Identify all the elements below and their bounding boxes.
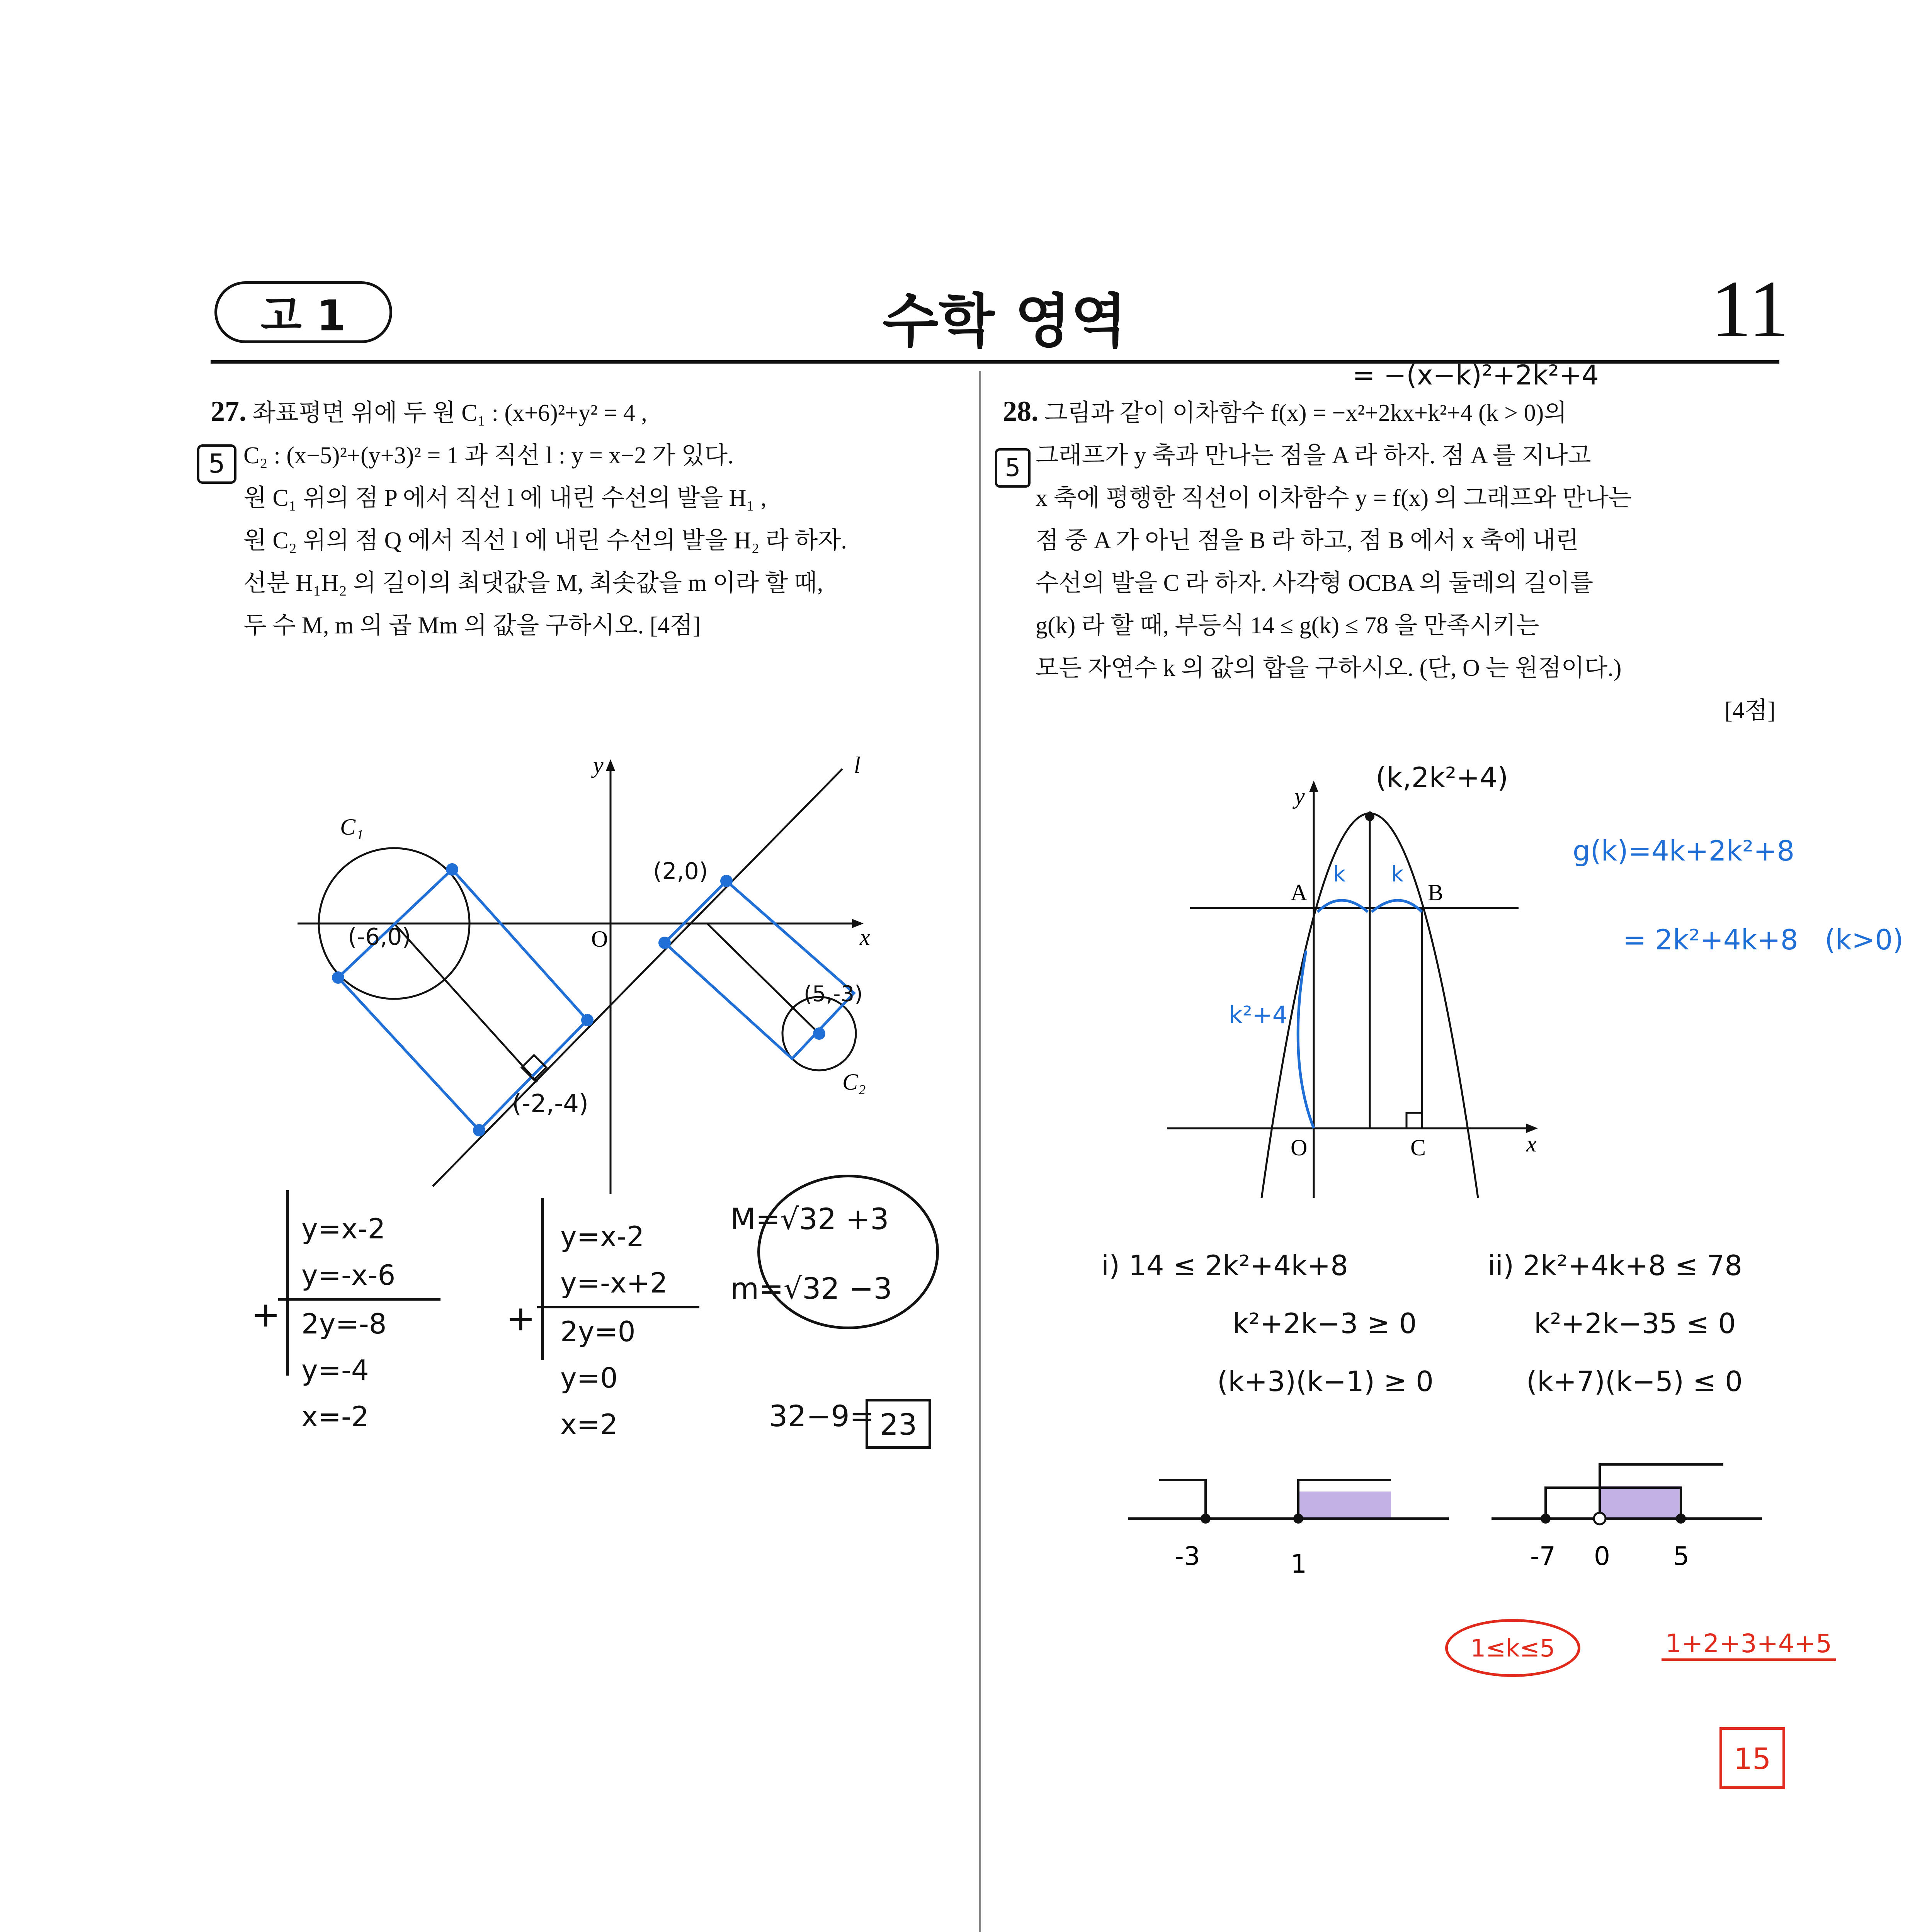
q28-vertex-form: = −(x−k)²+2k²+4: [1352, 359, 1599, 391]
exam-page: 고 1 수학 영역 11 27. 좌표평면 위에 두 원 C₁ : (x+6)²+y² = 4 , C₂ : (x−5)²+(y+3)² = 1 과 직선 l : y = x−2 가 있다. 원 C₁ 위의 점 P 에서 직선 l 에 내린 수선의 발을 H₁ , 원 C₂ 위의 점 Q 에서 직선 l 에 내린 수선의 발을 H₂ 라 하자. 선분 H₁H₂ 의 길이의 최댓값을 M, 최솟값을 m 이라 할 때, 두 수 M, m 의 곱 Mm 의 값을 구하시오. [4점] 28. 그림과 같이 이차함수 f(x) = −x²+2kx+k²+4 (k > 0)의 그래프가 y 축과 만나는 점을 A 라 하자. 점 A 를 지나고 x 축에 평행한 직선이 이차함수 y = f(x) 의 그래프와 만나는 점 중 A 가 아닌 점을 B 라 하고, 점 B 에서 x 축에 내린 수선의 발을 C 라 하자. 사각형 OCBA 의 둘레의 길이를 g(k) 라 할 때, 부등식 14 ≤ g(k) ≤ 78 을 만족시키는 모든 자연수 k 의 값의 합을 구하시오. (단, O 는 원점이다.) [4점] y x O l C₁ C₂ 5 (-6,0) (5,-3) (2,0) (-2,-4) y=x-2 y=-x-6 2y=-8 y=-4 x=-2 + y=x-2 y=-x+2 2y=0 y=0 x=2 + M=√32 +3 m=√32 −3 32−9= 23 y x O A B C 5 = −(x−k)²+2k²+4 (k,2k²+4) k k k²+4 g(k)=4k+2k²+8 = 2k²+4k+8 (k>0) i) 14 ≤ 2k²+4k+8 k²+2k−3 ≥ 0 (k+3)(k−1) ≥ 0 ii) 2k²+4k+8 ≤ 78 k²+2k−35 ≤ 0 (k+7)(k−5) ≤ 0 -3 1 -7 0 5 1≤k≤5 1+2+3+4+5 15: [0, 0, 1932, 1932]
nl2-tick-0: 0: [1594, 1541, 1610, 1571]
q27-line-4: 원 C₂ 위의 점 Q 에서 직선 l 에 내린 수선의 발을 H₂ 라 하자.: [243, 527, 847, 554]
q27-line-6: 두 수 M, m 의 곱 Mm 의 값을 구하시오. [4점]: [243, 612, 701, 639]
q27-c2-label: C₂: [842, 1069, 866, 1095]
q27-line-2: C₂ : (x−5)²+(y+3)² = 1 과 직선 l : y = x−2 가 있다.: [243, 442, 734, 469]
subject-title: 수학 영역: [883, 288, 1127, 355]
q28-line-5: 수선의 발을 C 라 하자. 사각형 OCBA 의 둘레의 길이를: [1036, 570, 1594, 596]
q28-choice-mark: 5: [995, 448, 1031, 488]
q27-c1-label: C₁: [340, 814, 364, 840]
q28-y-label: y: [1294, 783, 1305, 809]
q28-k2-note: k: [1391, 862, 1404, 887]
q28-range: 1≤k≤5: [1445, 1619, 1580, 1677]
q27-line-1: 27. 좌표평면 위에 두 원 C₁ : (x+6)²+y² = 4 ,: [211, 396, 647, 427]
q28-vertex-note: (k,2k²+4): [1376, 761, 1509, 794]
q28-height-note: k²+4: [1229, 1001, 1288, 1029]
q28-case-1: i) 14 ≤ 2k²+4k+8 k²+2k−3 ≥ 0 (k+3)(k−1) ≥ 0: [1101, 1249, 1434, 1398]
nl2-tick-5: 5: [1673, 1541, 1689, 1571]
q28-origin-label: O: [1291, 1135, 1308, 1160]
q27-system-2: y=x-2 y=-x+2 2y=0 y=0 x=2: [560, 1213, 699, 1447]
q28-number: 28.: [1003, 396, 1039, 427]
q27-m-expr: m=√32 −3: [730, 1271, 893, 1306]
grade-badge: 고 1: [214, 281, 392, 343]
q27-y-label: y: [593, 752, 604, 778]
q28-answer-box: 15: [1719, 1727, 1785, 1789]
q27-point-a-note: (2,0): [653, 858, 708, 885]
q27-choice-mark: 5: [197, 444, 236, 484]
q27-line-label: l: [854, 752, 861, 778]
q27-x-label: x: [860, 924, 870, 950]
q27-answer-box: 23: [866, 1399, 931, 1449]
q28-b-label: B: [1428, 880, 1444, 905]
q28-sum: 1+2+3+4+5: [1662, 1629, 1836, 1661]
q27-line-5: 선분 H₁H₂ 의 길이의 최댓값을 M, 최솟값을 m 이라 할 때,: [243, 570, 823, 596]
nl1-tick-1: 1: [1291, 1549, 1307, 1579]
q28-line-3: x 축에 평행한 직선이 이차함수 y = f(x) 의 그래프와 만나는: [1036, 485, 1632, 511]
q27-center2-note: (5,-3): [804, 981, 863, 1007]
q28-line-1: 28. 그림과 같이 이차함수 f(x) = −x²+2kx+k²+4 (k > 0)의: [1003, 396, 1567, 427]
q28-c-label: C: [1410, 1135, 1426, 1160]
q28-a-label: A: [1291, 880, 1308, 905]
q28-g-definition: g(k)=4k+2k²+8: [1573, 835, 1795, 867]
q27-center1-note: (-6,0): [348, 923, 411, 951]
q27-M-expr: M=√32 +3: [730, 1202, 889, 1236]
q28-line-7: 모든 자연수 k 의 값의 합을 구하시오. (단, O 는 원점이다.): [1036, 655, 1622, 681]
q27-product: 32−9=: [769, 1399, 874, 1433]
q28-k1-note: k: [1333, 862, 1346, 887]
nl1-tick-neg3: -3: [1175, 1541, 1200, 1571]
page-number: 11: [1711, 264, 1789, 354]
q27-line-3: 원 C₁ 위의 점 P 에서 직선 l 에 내린 수선의 발을 H₁ ,: [243, 485, 767, 511]
q28-line-6: g(k) 라 할 때, 부등식 14 ≤ g(k) ≤ 78 을 만족시키는: [1036, 612, 1539, 639]
nl2-tick-neg7: -7: [1530, 1541, 1556, 1571]
q28-case-2: ii) 2k²+4k+8 ≤ 78 k²+2k−35 ≤ 0 (k+7)(k−5) ≤ 0: [1488, 1249, 1743, 1398]
q28-points: [4점]: [1724, 697, 1776, 724]
q27-origin-label: O: [591, 926, 608, 952]
q27-point-b-note: (-2,-4): [512, 1090, 588, 1118]
q28-line-4: 점 중 A 가 아닌 점을 B 라 하고, 점 B 에서 x 축에 내린: [1036, 527, 1579, 554]
q27-system-1: y=x-2 y=-x-6 2y=-8 y=-4 x=-2: [301, 1206, 440, 1440]
q27-number: 27.: [211, 396, 247, 427]
q28-line-2: 그래프가 y 축과 만나는 점을 A 라 하자. 점 A 를 지나고: [1036, 442, 1591, 469]
q28-g-simplified: = 2k²+4k+8 (k>0): [1623, 923, 1904, 956]
q28-x-label: x: [1526, 1131, 1537, 1156]
